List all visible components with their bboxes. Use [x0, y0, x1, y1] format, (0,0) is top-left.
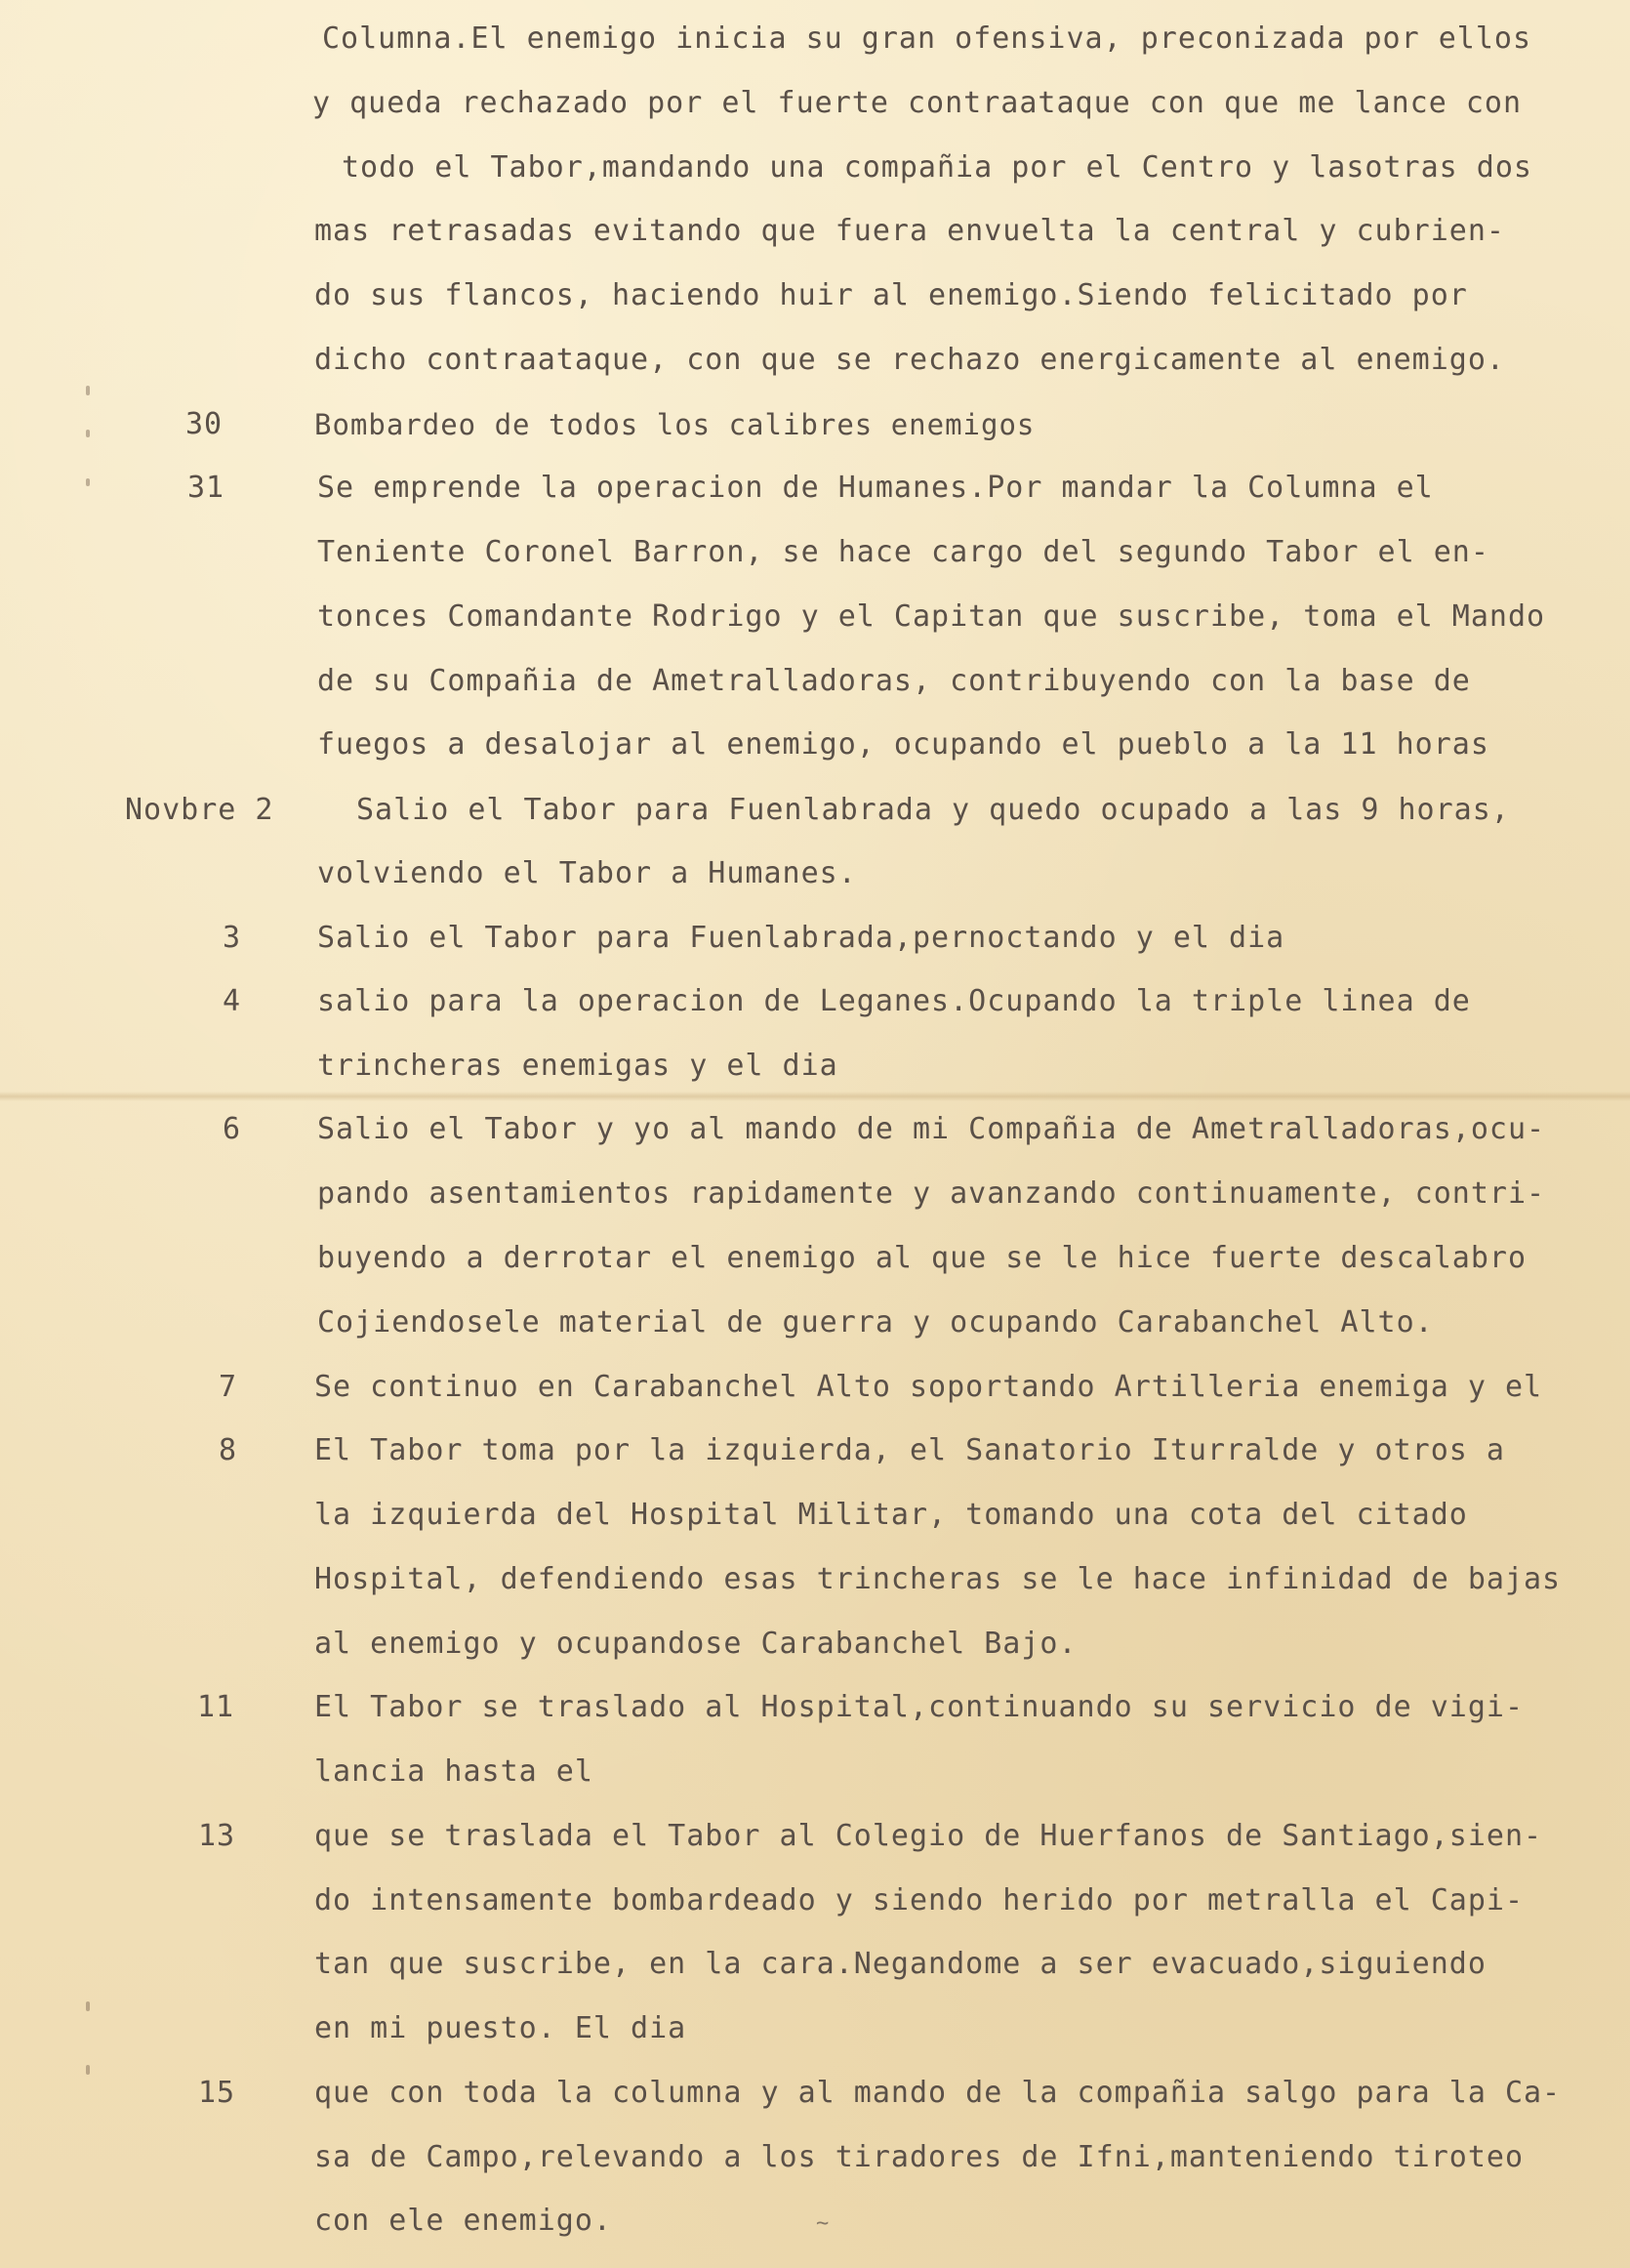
text-line	[0, 972, 1630, 1031]
line-text: Cojiendosele material de guerra y ocupando Carabanchel Alto.	[317, 1305, 1434, 1340]
entry-date: Novbre 2	[125, 793, 274, 827]
line-text: y queda rechazado por el fuerte contraataque con que me lance con	[312, 86, 1522, 120]
text-line	[0, 459, 1630, 517]
text-line	[0, 1100, 1630, 1159]
entry-date: 30	[185, 407, 224, 441]
line-text: la izquierda del Hospital Militar, tomando una cota del citado	[314, 1498, 1468, 1532]
text-line	[0, 1615, 1630, 1673]
line-text: que con toda la columna y al mando de la compañia salgo para la Ca-	[314, 2076, 1562, 2110]
line-text: Se emprende la operacion de Humanes.Por mandar la Columna el	[317, 471, 1434, 505]
text-line	[0, 2128, 1630, 2187]
line-text: en mi puesto. El dia	[314, 2011, 687, 2045]
entry-date: 15	[198, 2076, 236, 2110]
line-text: tonces Comandante Rodrigo y el Capitan que suscribe, toma el Mando	[317, 599, 1546, 634]
text-line	[0, 588, 1630, 646]
line-text: lancia hasta el	[314, 1754, 593, 1789]
line-text: El Tabor toma por la izquierda, el Sanatorio Iturralde y otros a	[314, 1433, 1505, 1467]
text-line	[0, 331, 1630, 390]
line-text: salio para la operacion de Leganes.Ocupando la triple linea de	[317, 984, 1471, 1018]
line-text: pando asentamientos rapidamente y avanzando continuamente, contri-	[317, 1176, 1546, 1211]
line-text: dicho contraataque, con que se rechazo energicamente al enemigo.	[314, 343, 1505, 377]
text-line	[0, 2000, 1630, 2058]
line-text: Salio el Tabor para Fuenlabrada y quedo ocupado a las 9 horas,	[356, 793, 1510, 827]
line-text: todo el Tabor,mandando una compañia por el Centro y lasotras dos	[342, 150, 1532, 185]
line-text: Bombardeo de todos los calibres enemigos	[314, 408, 1036, 441]
text-line	[0, 10, 1630, 68]
text-line	[0, 2064, 1630, 2123]
entry-date: 3	[223, 921, 242, 955]
line-text: Salio el Tabor y yo al mando de mi Compañia de Ametralladoras,ocu-	[317, 1112, 1546, 1146]
line-text: tan que suscribe, en la cara.Negandome a ser evacuado,siguiendo	[314, 1947, 1487, 1981]
line-text: volviendo el Tabor a Humanes.	[317, 856, 857, 890]
line-text: de su Compañia de Ametralladoras, contribuyendo con la base de	[317, 664, 1471, 698]
line-text: Hospital, defendiendo esas trincheras se le hace infinidad de bajas	[314, 1562, 1562, 1596]
text-line	[0, 202, 1630, 261]
line-text: que se traslada el Tabor al Colegio de Huerfanos de Santiago,sien-	[314, 1819, 1543, 1853]
text-line	[0, 845, 1630, 903]
text-line	[0, 1229, 1630, 1288]
text-line	[0, 781, 1630, 840]
text-line	[0, 1678, 1630, 1737]
text-line	[0, 1872, 1630, 1930]
text-line	[0, 1037, 1630, 1095]
line-text: Se continuo en Carabanchel Alto soportando Artilleria enemiga y el	[314, 1370, 1543, 1404]
line-text: trincheras enemigas y el dia	[317, 1049, 838, 1083]
text-line	[0, 1550, 1630, 1609]
text-line	[0, 1935, 1630, 1994]
text-line	[0, 1807, 1630, 1866]
text-line	[0, 1294, 1630, 1352]
entry-date: 13	[198, 1819, 236, 1853]
entry-date: 7	[219, 1370, 238, 1404]
line-text: con ele enemigo.	[314, 2204, 612, 2238]
text-line	[0, 1422, 1630, 1480]
text-line	[0, 2192, 1630, 2250]
entry-date: 6	[223, 1112, 242, 1146]
text-line	[0, 267, 1630, 325]
line-text: mas retrasadas evitando que fuera envuelta la central y cubrien-	[314, 214, 1505, 248]
entry-date: 31	[187, 471, 225, 505]
ink-mark: ~	[816, 2211, 830, 2236]
line-text: al enemigo y ocupandose Carabanchel Bajo.	[314, 1627, 1078, 1661]
entry-date: 4	[223, 984, 242, 1018]
line-text: do intensamente bombardeado y siendo herido por metralla el Capi-	[314, 1883, 1524, 1917]
text-line	[0, 716, 1630, 774]
text-line	[0, 1486, 1630, 1545]
text-line	[0, 395, 1630, 454]
text-line	[0, 652, 1630, 711]
text-line	[0, 523, 1630, 582]
text-line	[0, 1358, 1630, 1417]
line-text: buyendo a derrotar el enemigo al que se le hice fuerte descalabro	[317, 1241, 1527, 1275]
text-line	[0, 1743, 1630, 1801]
text-line	[0, 909, 1630, 968]
line-text: El Tabor se traslado al Hospital,continuando su servicio de vigi-	[314, 1690, 1524, 1724]
line-text: Columna.El enemigo inicia su gran ofensiva, preconizada por ellos	[322, 21, 1531, 56]
entry-date: 11	[197, 1690, 235, 1724]
line-text: Teniente Coronel Barron, se hace cargo del segundo Tabor el en-	[317, 535, 1489, 569]
text-line	[0, 139, 1630, 197]
line-text: fuegos a desalojar al enemigo, ocupando el pueblo a la 11 horas	[317, 727, 1489, 762]
line-text: sa de Campo,relevando a los tiradores de Ifni,manteniendo tiroteo	[314, 2140, 1524, 2174]
line-text: Salio el Tabor para Fuenlabrada,pernoctando y el dia	[317, 921, 1285, 955]
entry-date: 8	[219, 1433, 238, 1467]
text-line	[0, 74, 1630, 133]
text-line	[0, 1165, 1630, 1223]
line-text: do sus flancos, haciendo huir al enemigo.Siendo felicitado por	[314, 278, 1468, 312]
